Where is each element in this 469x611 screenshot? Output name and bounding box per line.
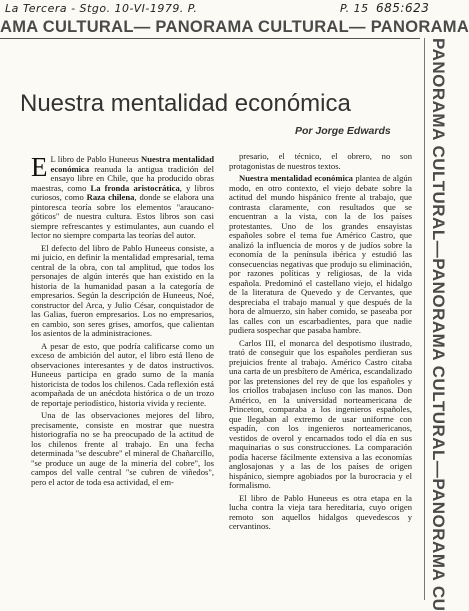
paragraph-text: El libro de Pablo Huneeus es otra etapa en la lucha contra la vieja tara hereditaria, cuyo origen remoto son aquellos hidalgos quevedescos y cervantinos.	[229, 492, 412, 531]
paragraph-text: , y libros curiosos, como	[31, 182, 214, 202]
drop-cap: E	[31, 152, 48, 182]
handwritten-catalog-number: 685:623	[376, 1, 430, 15]
paragraph-text: Carlos III, el monarca del despotismo ilustrado, trató de conseguir que los españoles perdieran sus prejuicios frente al trabajo. Américo Castro citaba una carta de un presbítero de América, escandalizado por las pretensiones del rey de que los españoles y los criollos trabajasen incluso con las manos. Don Américo, en la universidad norteamericana de Princeton, comparaba a los ingenieros españoles, que llegaban al extremo de usar uniforme con espadín, con los ingenieros norteamericanos, vestidos de overol y encarnados todo el día en sus maquinarias o sus construcciones. La comparación podía hacerse fácilmente extensiva a las economías anglosajonas y a las de los países de origen hispánico, siempre agobiados por la burocracia y el formalismo.	[229, 337, 412, 490]
book-title-text: Nuestra mentalidad económica	[50, 154, 214, 174]
article-byline: Por Jorge Edwards	[295, 125, 391, 137]
banner-divider	[0, 38, 420, 39]
article-paragraph	[229, 174, 412, 336]
handwritten-page-ref: P. 15	[340, 2, 369, 15]
book-title-text: La fronda aristocrática	[90, 182, 180, 193]
paragraph-text: El defecto del libro de Pablo Huneeus consiste, a mi juicio, en definir la mentalidad empresarial, tema central de la obra, con tal amplitud, que todos los personajes de algún interés que han existido en la historia de la humanidad pasan a la categoría de empresarios. Según la descripción de Huneeus, Noé, constructor del Arca, y Julio César, conquistador de las Galias, fueron empresarios. Los no empresarios, en cambio, son seres grises, amorfos, que calientan los asientos de la administraciones.	[31, 242, 214, 338]
article-column-right	[229, 152, 412, 597]
paragraph-text: Una de las observaciones mejores del libro, precisamente, consiste en mostrar que nuestra historiografía no se ha preocupado de la actitud de los chilenos frente al trabajo. En una fecha determinada "se descubre" el mineral de Chañarcillo, "se produce un auge de la minería del cobre", los campos del valle central "se cubren de viñedos", pero el actor de toda esa actividad, el em-	[31, 410, 214, 487]
article-paragraph	[31, 342, 214, 409]
handwritten-source-date: La Tercera - Stgo. 10-VI-1979. P.	[5, 2, 198, 15]
section-banner-side	[428, 38, 452, 611]
section-banner-side-text: PANORAMA CULTURAL—PANORAMA CULTURAL—PANORAMA CU	[429, 38, 448, 611]
side-divider	[424, 38, 425, 600]
book-title-text: Nuestra mentalidad económica	[239, 173, 353, 183]
paragraph-text: L libro de Pablo Huneeus	[50, 154, 142, 164]
article-column-left	[31, 152, 214, 600]
article-paragraph	[229, 494, 412, 532]
book-title-text: Raza chilena	[86, 192, 135, 202]
paragraph-text: , donde se elabora una pintoresca teoría sobre los elementos "araucano-góticos" de nuestra cultura. Estos libros son casi siempre refrescantes y estimulantes, aun cuando el lector no siempre comparta las teorías del autor.	[31, 192, 214, 240]
article-headline: Nuestra mentalidad económica	[20, 90, 351, 117]
paragraph-text: plantea de algún modo, en otro contexto, el viejo debate sobre la actitud del mundo hispánico frente al trabajo, que contrasta claramente, con resultados que se encuentran a la vista, con la de los países protestantes. Uno de los grandes ensayistas españoles sobre el tema fue Américo Castro, que analizó la influencia de moros y de judíos sobre la economía de la península ibérica y estudió las consecuencias negativas que produjo su eliminación, por razones políticas y religiosas, de la vida española. Predominó el castellano viejo, el hidalgo de la literatura de Quevedo y de Cervantes, que despreciaba el trabajo manual y que después de la hora de almuerzo, sin haber comido, se paseaba por las calles con un escarbadientes, para que nadie pudiera sospechar que pasaba hambre.	[229, 173, 412, 335]
article-paragraph	[229, 152, 412, 171]
paragraph-text: presario, el técnico, el obrero, no son protagonistas de nuestros textos.	[229, 151, 412, 171]
article-paragraph	[229, 339, 412, 491]
paragraph-text: reanuda la antigua tradición del ensayo libre en Chile, que ha producido obras maestras, como	[31, 163, 214, 193]
article-paragraph	[31, 411, 214, 487]
section-banner-top: AMA CULTURAL— PANORAMA CULTURAL— PANORAMA	[0, 18, 469, 36]
handwritten-annotation	[0, 0, 454, 16]
article-paragraph	[31, 152, 214, 241]
paragraph-text: A pesar de esto, que podría calificarse como un exceso de ambición del autor, el libro está lleno de observaciones interesantes y de datos instructivos. Huneeus participa en grado sumo de la manía historicista de todos los chilenos. Cada reflexión está acompañada de un anécdota histórica o de un trozo de reportaje periodístico, historia vivida y reciente.	[31, 340, 214, 408]
article-paragraph	[31, 244, 214, 339]
